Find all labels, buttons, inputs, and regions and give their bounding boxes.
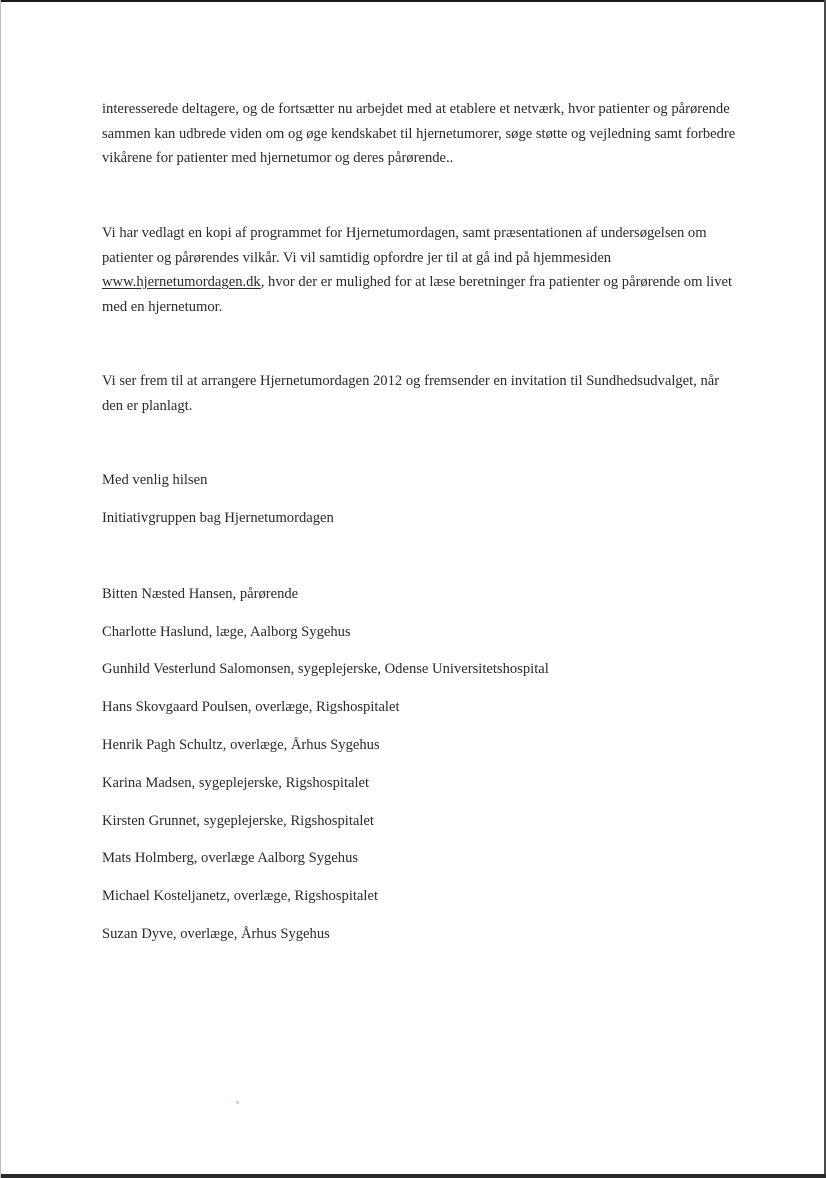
closing-greeting: Med venlig hilsen — [102, 472, 208, 488]
signatory: Henrik Pagh Schultz, overlæge, Århus Sygehus — [102, 737, 380, 753]
paragraph-attachments-text-end: , hvor der er mulighed for at læse beretninger fra patienter og pårørende om livet med en hjernetumor. — [102, 274, 733, 315]
website-link[interactable]: www.hjernetumordagen.dk — [102, 274, 261, 290]
signatory: Mats Holmberg, overlæge Aalborg Sygehus — [102, 850, 359, 866]
paragraph-network: interesserede deltagere, og de fortsætter nu arbejdet med at etablere et netværk, hvor patienter og pårørende sammen kan udbrede viden om og øge kendskabet til hjernetumorer, søge støtte og vejledning samt forbedre vikårene for patienter med hjernetumor og deres pårørende.. — [102, 101, 736, 166]
closing-sender: Initiativgruppen bag Hjernetumordagen — [102, 510, 334, 526]
scan-edge-top — [0, 0, 826, 2]
paragraph-attachments-text: Vi har vedlagt en kopi af programmet for Hjernetumordagen, samt præsentationen af undersøgelsen om patienter og pårørendes vilkår. Vi vil samtidig opfordre jer til at gå ind på hjemmesiden — [102, 225, 707, 266]
signatory: Gunhild Vesterlund Salomonsen, sygeplejerske, Odense Universitetshospital — [102, 661, 549, 677]
signatory: Charlotte Haslund, læge, Aalborg Sygehus — [102, 624, 351, 640]
signatory: Michael Kosteljanetz, overlæge, Rigshospitalet — [102, 888, 378, 904]
signatory: Bitten Næsted Hansen, pårørende — [102, 586, 299, 602]
paragraph-attachments — [102, 221, 742, 319]
signatory: Suzan Dyve, overlæge, Århus Sygehus — [102, 926, 330, 942]
signatory: Kirsten Grunnet, sygeplejerske, Rigshospitalet — [102, 813, 374, 829]
scan-speck — [236, 1101, 239, 1104]
signatory: Hans Skovgaard Poulsen, overlæge, Rigshospitalet — [102, 699, 400, 715]
signatory: Karina Madsen, sygeplejerske, Rigshospitalet — [102, 775, 370, 791]
paragraph-next-event: Vi ser frem til at arrangere Hjernetumordagen 2012 og fremsender en invitation til Sundhedsudvalget, når den er planlagt. — [102, 373, 720, 414]
scan-edge-bottom — [0, 1174, 826, 1178]
scan-edge-left — [0, 0, 1, 1178]
